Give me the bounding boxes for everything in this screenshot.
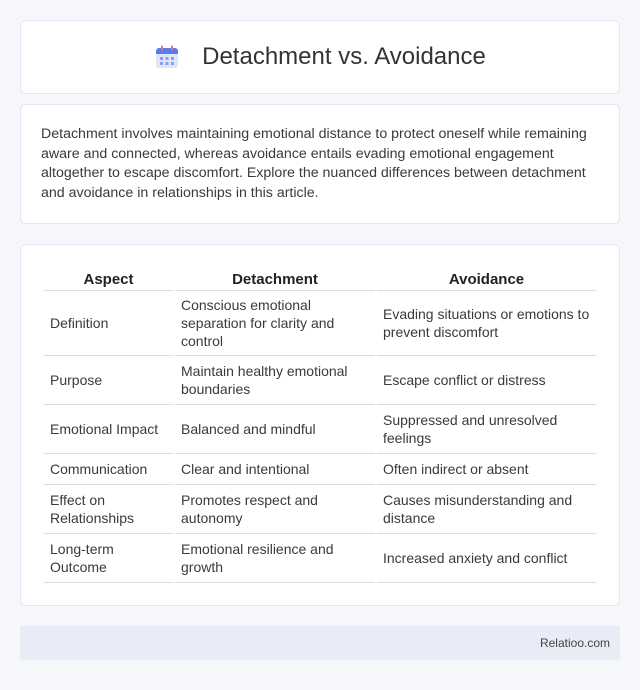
table-row xyxy=(44,291,596,356)
table-row xyxy=(44,356,596,405)
table-cell: Communication xyxy=(44,454,173,485)
title-card xyxy=(20,20,620,94)
table-cell: Balanced and mindful xyxy=(175,405,375,454)
table-cell: Causes misunderstanding and distance xyxy=(377,485,596,534)
table-cell: Escape conflict or distress xyxy=(377,356,596,405)
table-header-row xyxy=(44,265,596,291)
page-title: Detachment vs. Avoidance xyxy=(202,43,486,70)
column-header: Detachment xyxy=(175,265,375,291)
comparison-table xyxy=(42,265,598,583)
table-cell: Often indirect or absent xyxy=(377,454,596,485)
footer xyxy=(20,626,620,660)
table-cell: Promotes respect and autonomy xyxy=(175,485,375,534)
table-cell: Definition xyxy=(44,291,173,356)
table-row xyxy=(44,405,596,454)
table-row xyxy=(44,485,596,534)
table-cell: Purpose xyxy=(44,356,173,405)
footer-site-link[interactable]: Relatioo.com xyxy=(539,636,610,650)
table-cell: Evading situations or emotions to prevent discomfort xyxy=(377,291,596,356)
calendar-icon xyxy=(154,44,180,70)
column-header: Aspect xyxy=(44,265,173,291)
table-cell: Emotional Impact xyxy=(44,405,173,454)
table-row xyxy=(44,454,596,485)
table-cell: Increased anxiety and conflict xyxy=(377,534,596,583)
intro-paragraph: Detachment involves maintaining emotional distance to protect oneself while remaining aware and connected, whereas avoidance entails evading emotional engagement altogether to escape discomfort. Explore the nuanced differences between detachment and avoidance in relationships in this article. xyxy=(41,126,587,201)
comparison-table-card xyxy=(20,244,620,606)
intro-card xyxy=(20,104,620,224)
table-cell: Long-term Outcome xyxy=(44,534,173,583)
title-wrap xyxy=(154,43,486,71)
column-header: Avoidance xyxy=(377,265,596,291)
table-cell: Suppressed and unresolved feelings xyxy=(377,405,596,454)
table-cell: Effect on Relationships xyxy=(44,485,173,534)
table-row xyxy=(44,534,596,583)
table-cell: Emotional resilience and growth xyxy=(175,534,375,583)
table-cell: Maintain healthy emotional boundaries xyxy=(175,356,375,405)
table-cell: Conscious emotional separation for clarity and control xyxy=(175,291,375,356)
table-cell: Clear and intentional xyxy=(175,454,375,485)
